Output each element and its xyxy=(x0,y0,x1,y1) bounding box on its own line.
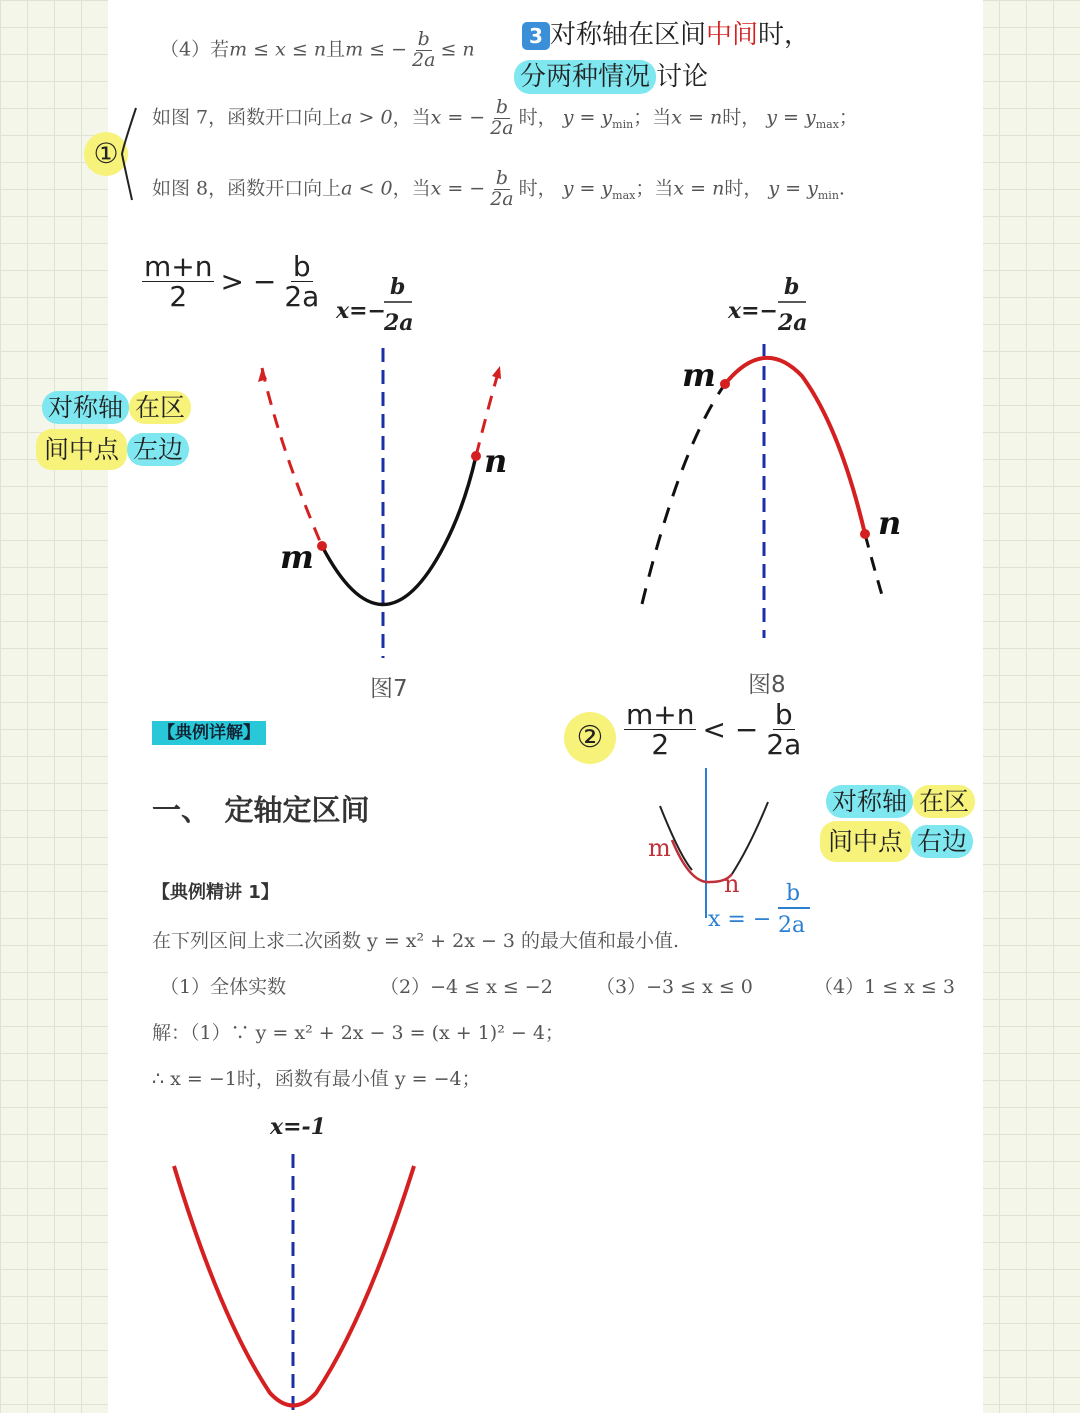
problem-statement: 在下列区间上求二次函数 y = x² + 2x − 3 的最大值和最小值. xyxy=(152,930,680,952)
sketch-red-segment xyxy=(672,840,732,882)
sketch-frac-den: 2a xyxy=(778,913,806,936)
figure-8 xyxy=(630,268,910,648)
note-title: 3 对称轴在区间中间时， xyxy=(522,14,810,51)
fig8-axis-frac-den: 2a xyxy=(778,310,808,336)
figure-example-parabola xyxy=(150,1108,450,1413)
fig8-label-n: n xyxy=(878,504,902,542)
fig7-axis-frac-num: b xyxy=(390,274,406,300)
sketch-label-n: n xyxy=(724,870,740,898)
text-line-fig8: 如图 8，函数开口向上a < 0，当x = − $\frac{b}{2a}$ 时， $y = y_{max}$；当x = n时， $y = y_{min}$. xyxy=(152,167,845,210)
badge-3: 3 xyxy=(522,22,550,50)
fig8-solid-curve xyxy=(725,358,865,534)
note-right-line1: 对称轴 在区 xyxy=(826,782,975,818)
fig7-point-n xyxy=(471,451,481,461)
fig8-point-n xyxy=(860,529,870,539)
fig8-left-dashed-branch xyxy=(642,384,725,604)
part-2: （2）−4 ≤ x ≤ −2 xyxy=(380,976,553,998)
part-4: （4）1 ≤ x ≤ 3 xyxy=(814,976,955,998)
case-4-heading: （4）若m ≤ x ≤ n且m ≤ − $\frac{b}{2a}$ ≤ n xyxy=(160,28,475,71)
fig7-label-n: n xyxy=(484,442,508,480)
fig8-axis-label: x=− xyxy=(728,298,778,324)
note-right-line2: 间中点 右边 xyxy=(820,822,973,858)
fig7-solid-curve xyxy=(322,456,476,605)
note-left-line1: 对称轴 在区 xyxy=(42,388,191,424)
circle-1-mark: ① xyxy=(84,132,128,176)
sketch-label-m: m xyxy=(648,834,671,862)
example-heading: 【典例精讲 1】 xyxy=(152,882,279,903)
fig8-caption: 图8 xyxy=(748,672,786,698)
fig7-axis-label: x=− xyxy=(336,298,386,324)
text-line-fig7: 如图 7，函数开口向上a > 0，当x = − $\frac{b}{2a}$ 时， $y = y_{min}$；当x = n时， $y = y_{max}$； xyxy=(152,96,858,139)
sketch-frac-num: b xyxy=(786,881,801,906)
solution-line-1: 解：（1）∵ y = x² + 2x − 3 = (x + 1)² − 4； xyxy=(152,1022,564,1044)
bottom-axis-label: x=-1 xyxy=(270,1114,326,1140)
note-subtitle: 分两种情况 讨论 xyxy=(514,56,708,93)
fig7-label-m: m xyxy=(280,538,314,576)
fig8-right-dashed-branch xyxy=(865,534,884,602)
example-tag: 【典例详解】 xyxy=(152,718,266,743)
fig7-axis-frac-den: 2a xyxy=(384,310,414,336)
fig8-label-m: m xyxy=(682,356,716,394)
solution-line-2: ∴ x = −1时，函数有最小值 y = −4； xyxy=(152,1068,481,1090)
handwritten-sketch xyxy=(640,766,820,936)
fig7-point-m xyxy=(317,541,327,551)
bracket-mark xyxy=(118,104,142,204)
sketch-axis-label: x = − xyxy=(708,907,772,932)
fig7-caption: 图7 xyxy=(370,676,408,702)
note-inequality-2: $\frac{m+n}{2}$ < − $\frac{b}{2a}$ xyxy=(626,698,802,762)
section-title: 一、 定轴定区间 xyxy=(152,793,370,827)
part-1: （1）全体实数 xyxy=(160,976,287,998)
circle-2-mark: ② xyxy=(564,712,616,764)
note-inequality-1: $\frac{m+n}{2}$ > − $\frac{b}{2a}$ xyxy=(144,250,320,314)
fig8-point-m xyxy=(720,379,730,389)
part-3: （3）−3 ≤ x ≤ 0 xyxy=(596,976,753,998)
fig7-left-dashed-branch xyxy=(262,368,322,546)
fig8-axis-frac-num: b xyxy=(784,274,800,300)
note-left-line2: 间中点 左边 xyxy=(36,430,189,466)
figure-7 xyxy=(240,268,530,668)
